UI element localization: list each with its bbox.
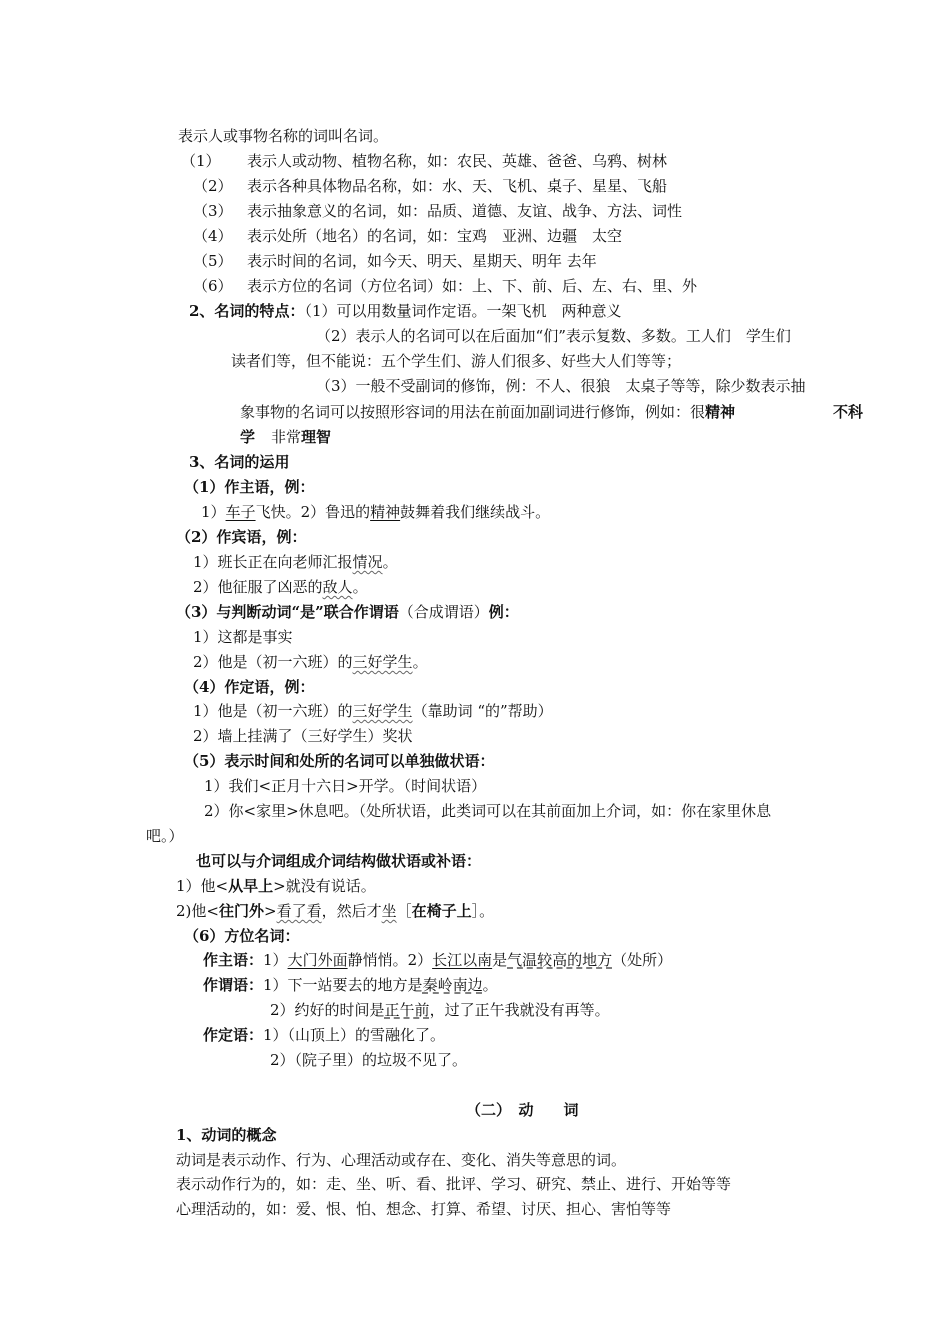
usage-object-line-1 bbox=[193, 552, 398, 572]
bold-phrase: 在椅子上 bbox=[411, 902, 472, 920]
text-part: （靠助词 “的”帮助） bbox=[412, 702, 553, 720]
type-5-text: 表示时间的名词，如今天、明天、星期天、明年 去年 bbox=[247, 252, 597, 270]
type-3-num: （3） bbox=[193, 202, 233, 220]
type-3-text: 表示抽象意义的名词，如：品质、道德、友谊、战争、方法、词性 bbox=[247, 202, 683, 220]
verbs-section-title: （二） 动 词 bbox=[466, 1101, 579, 1119]
text-part: 飞快。2）鲁迅的 bbox=[255, 503, 371, 521]
bold-phrase: 往门外 bbox=[218, 902, 264, 920]
locative-subject-label: 作主语： bbox=[203, 951, 264, 969]
usage-prep-heading: 也可以与介词组成介词结构做状语或补语： bbox=[196, 852, 482, 870]
usage-predicate-line-1: 1）这都是事实 bbox=[193, 628, 293, 646]
locative-attribute-row-1 bbox=[203, 1025, 445, 1045]
feature-2-a: （2）表示人的名词可以在后面加“们”表示复数、多数。工人们 学生们 bbox=[316, 327, 791, 345]
feature-3-word-feichang: 非常 bbox=[271, 428, 302, 446]
text-part: 1）下一站要去的地方是 bbox=[263, 976, 423, 994]
text-part: 。 bbox=[352, 578, 368, 596]
usage-adverbial-line-1: 1）我们<正月十六日>开学。（时间状语） bbox=[204, 777, 487, 795]
text-part: 例： bbox=[488, 603, 519, 621]
wavy-word: 坐 bbox=[381, 902, 397, 920]
usage-locative-heading: （6）方位名词： bbox=[184, 927, 300, 945]
locative-subject-row bbox=[203, 950, 672, 970]
underlined-word: 大门外面 bbox=[287, 951, 348, 969]
verbs-heading: 1、动词的概念 bbox=[176, 1126, 277, 1144]
text-part: 1） bbox=[263, 951, 288, 969]
text-part: 2）约好的时间是 bbox=[270, 1001, 385, 1019]
usage-predicate-line-2 bbox=[193, 652, 428, 672]
feature-2-b: 读者们等，但不能说：五个学生们、游人们很多、好些大人们等等； bbox=[231, 352, 682, 370]
text-part: ［ bbox=[396, 902, 412, 920]
text-part: 鼓舞着我们继续战斗。 bbox=[400, 503, 551, 521]
text-part: > bbox=[263, 902, 277, 920]
usage-subject-line bbox=[201, 502, 550, 522]
usage-adverbial-line-3: 吧。） bbox=[146, 827, 184, 845]
usage-prep-line-1 bbox=[176, 876, 376, 896]
usage-attribute-line-2: 2）墙上挂满了（三好学生）奖状 bbox=[193, 727, 413, 745]
features-heading: 2、名词的特点： bbox=[189, 302, 305, 320]
locative-predicate-row-2 bbox=[270, 1000, 610, 1020]
feature-3-b-text: 象事物的名词可以按照形容词的用法在前面加副词进行修饰，例如：很 bbox=[240, 403, 706, 421]
feature-3-word-xue: 学 bbox=[240, 428, 256, 446]
type-2-num: （2） bbox=[193, 177, 233, 195]
feature-3-b bbox=[240, 402, 735, 422]
underlined-word: 精神 bbox=[370, 503, 401, 521]
text-part: 2）他是（初一六班）的 bbox=[193, 653, 353, 671]
text-part: ］。 bbox=[471, 902, 495, 920]
underlined-word: 长江以南 bbox=[432, 951, 493, 969]
type-4-num: （4） bbox=[193, 227, 233, 245]
text-part: 。 bbox=[382, 553, 398, 571]
text-part: ，然后才 bbox=[321, 902, 382, 920]
usage-object-heading: （2）作宾语，例： bbox=[176, 528, 307, 546]
features-block bbox=[189, 301, 622, 321]
type-4-text: 表示处所（地名）的名词，如：宝鸡 亚洲、边疆 太空 bbox=[247, 227, 623, 245]
text-part: 。 bbox=[482, 976, 498, 994]
wavy-word: 三好学生 bbox=[352, 702, 413, 720]
usage-attribute-line-1 bbox=[193, 701, 553, 721]
usage-prep-line-2 bbox=[176, 901, 494, 921]
text-part: （处所） bbox=[612, 951, 673, 969]
text-part: 1）他< bbox=[176, 877, 229, 895]
text-part: 是 bbox=[492, 951, 508, 969]
usage-predicate-heading bbox=[176, 602, 519, 622]
dashed-word: 秦岭南边 bbox=[422, 976, 483, 994]
type-2-text: 表示各种具体物品名称，如：水、天、飞机、桌子、星星、飞船 bbox=[247, 177, 668, 195]
text-part: 2）他征服了凶恶的 bbox=[193, 578, 323, 596]
usage-adverbial-line-2: 2）你<家里>休息吧。（处所状语，此类词可以在其前面加上介词，如：你在家里休息 bbox=[204, 802, 772, 820]
wavy-word: 三好学生 bbox=[352, 653, 413, 671]
usage-object-line-2 bbox=[193, 577, 368, 597]
locative-attribute-label: 作定语： bbox=[203, 1026, 264, 1044]
text-part: 静悄悄。2） bbox=[347, 951, 433, 969]
feature-3-a: （3）一般不受副词的修饰，例：不人、很狼 太桌子等等，除少数表示抽 bbox=[316, 377, 806, 395]
feature-3-c bbox=[240, 427, 331, 447]
verbs-line-3: 心理活动的，如：爱、恨、怕、想念、打算、希望、讨厌、担心、害怕等等 bbox=[176, 1200, 672, 1218]
text-part: 1）他是（初一六班）的 bbox=[193, 702, 353, 720]
type-5-num: （5） bbox=[193, 252, 233, 270]
dashed-word: 气温较高的地方 bbox=[507, 951, 613, 969]
text-part: 1） bbox=[201, 503, 226, 521]
feature-3-word-lizhi: 理智 bbox=[301, 428, 332, 446]
locative-predicate-row-1 bbox=[203, 975, 498, 995]
text-part: 1）（山顶上）的雪融化了。 bbox=[263, 1026, 446, 1044]
text-part: >就没有说话。 bbox=[273, 877, 376, 895]
verbs-line-1: 动词是表示动作、行为、心理活动或存在、变化、消失等意思的词。 bbox=[176, 1151, 627, 1169]
dashed-word: 正午前 bbox=[384, 1001, 430, 1019]
bold-phrase: 从早上 bbox=[228, 877, 274, 895]
verbs-line-2: 表示动作行为的，如：走、坐、听、看、批评、学习、研究、禁止、进行、开始等等 bbox=[176, 1175, 732, 1193]
text-part: （合成谓语） bbox=[398, 603, 489, 621]
feature-3-word-jingshen: 精神 bbox=[705, 403, 736, 421]
text-part: ，过了正午我就没有再等。 bbox=[429, 1001, 610, 1019]
underlined-word: 车子 bbox=[225, 503, 256, 521]
text-part: （3）与判断动词“是”联合作谓语 bbox=[176, 603, 399, 621]
usage-subject-heading: （1）作主语，例： bbox=[184, 478, 315, 496]
type-6-text: 表示方位的名词（方位名词）如：上、下、前、后、左、右、里、外 bbox=[247, 277, 698, 295]
text-part: 2)他< bbox=[176, 902, 219, 920]
text-part: 。 bbox=[412, 653, 428, 671]
type-1-num: （1） bbox=[181, 152, 221, 170]
type-6-num: （6） bbox=[193, 277, 233, 295]
usage-adverbial-heading: （5）表示时间和处所的名词可以单独做状语： bbox=[184, 752, 495, 770]
locative-predicate-label: 作谓语： bbox=[203, 976, 264, 994]
feature-3-word-buke: 不科 bbox=[833, 403, 864, 421]
feature-1: （1）可以用数量词作定语。一架飞机 两种意义 bbox=[304, 302, 622, 320]
intro-line: 表示人或事物名称的词叫名词。 bbox=[178, 127, 389, 145]
locative-attribute-row-2: 2）（院子里）的垃圾不见了。 bbox=[270, 1051, 468, 1069]
wavy-word: 看了看 bbox=[276, 902, 322, 920]
wavy-word: 敌人 bbox=[322, 578, 353, 596]
usage-heading: 3、名词的运用 bbox=[189, 453, 290, 471]
type-1-text: 表示人或动物、植物名称，如：农民、英雄、爸爸、乌鸦、树林 bbox=[247, 152, 668, 170]
wavy-word: 情况 bbox=[352, 553, 383, 571]
text-part: 1）班长正在向老师汇报 bbox=[193, 553, 353, 571]
usage-attribute-heading: （4）作定语，例： bbox=[184, 678, 315, 696]
